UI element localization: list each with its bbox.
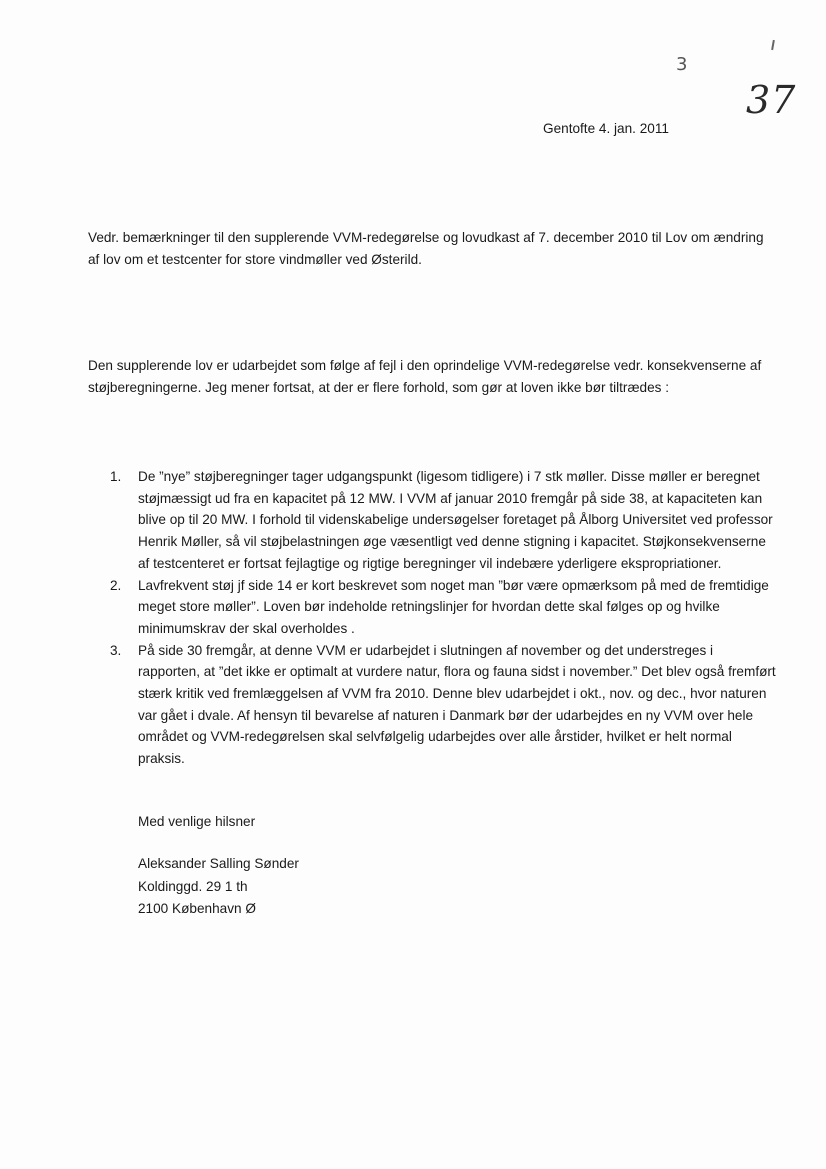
sender-name: Aleksander Salling Sønder	[138, 856, 299, 871]
pen-mark	[771, 40, 775, 50]
list-item	[88, 640, 778, 770]
signoff: Med venlige hilsner	[138, 814, 256, 829]
subject-paragraph: Vedr. bemærkninger til den supplerende VVM-redegørelse og lovudkast af 7. december 2010 til Lov om ændring af lov om et testcenter for store vindmøller ved Østerild.	[88, 230, 764, 267]
list-item	[88, 466, 778, 575]
list-item-number: 1.	[110, 469, 122, 484]
list-item-text: Lavfrekvent støj jf side 14 er kort beskrevet som noget man ”bør være opmærksom på med de fremtidige meget store møller”. Loven bør indeholde retningslinjer for hvordan dette skal følges op og hvilke minimumskrav der skal overholdes .	[138, 577, 769, 636]
sender-address	[138, 853, 299, 921]
intro-paragraph: Den supplerende lov er udarbejdet som følge af fejl i den oprindelige VVM-redegørelse vedr. konsekvenserne af støjberegningerne. Jeg mener fortsat, at der er flere forhold, som gør at loven ikke bør tiltrædes :	[88, 358, 762, 395]
numbered-points-list	[88, 466, 778, 770]
list-item-number: 2.	[110, 577, 122, 593]
list-item	[88, 575, 778, 640]
list-item-text: De ”nye” støjberegninger tager udgangspunkt (ligesom tidligere) i 7 stk møller. Disse møller er beregnet støjmæssigt ud fra en kapacitet på 12 MW. I VVM af januar 2010 fremgår på side 38, at kapaciteten kan blive op til 20 MW. I forhold til videnskabelige undersøgelser foretaget på Ålborg Universitet ved professor Henrik Møller, så vil støjbelastningen øge væsentligt ved denne stigning i kapacitet. Støjkonsekvenserne af testcenteret er fortsat fejlagtige og rigtige beregninger vil indebære yderligere ekspropriationer.	[138, 469, 773, 571]
list-item-number: 3.	[110, 642, 122, 658]
sender-city: 2100 København Ø	[138, 901, 256, 916]
date-line: Gentofte 4. jan. 2011	[543, 121, 669, 136]
stamp-mark: 3	[676, 54, 688, 75]
sender-street: Koldinggd. 29 1 th	[138, 878, 248, 894]
handwritten-page-number: 37	[746, 78, 797, 122]
list-item-text: På side 30 fremgår, at denne VVM er udarbejdet i slutningen af november og det understreges i rapporten, at ”det ikke er optimalt at vurdere natur, flora og fauna sidst i november.” Det blev også fremført stærk kritik ved fremlæggelsen af VVM fra 2010. Denne blev udarbejdet i okt., nov. og dec., hvor naturen var gået i dvale. Af hensyn til bevarelse af naturen i Danmark bør der udarbejdes en ny VVM over hele området og VVM-redegørelsen skal selvfølgelig udarbejdes over alle årstider, hvilket er helt normal praksis.	[138, 642, 776, 767]
